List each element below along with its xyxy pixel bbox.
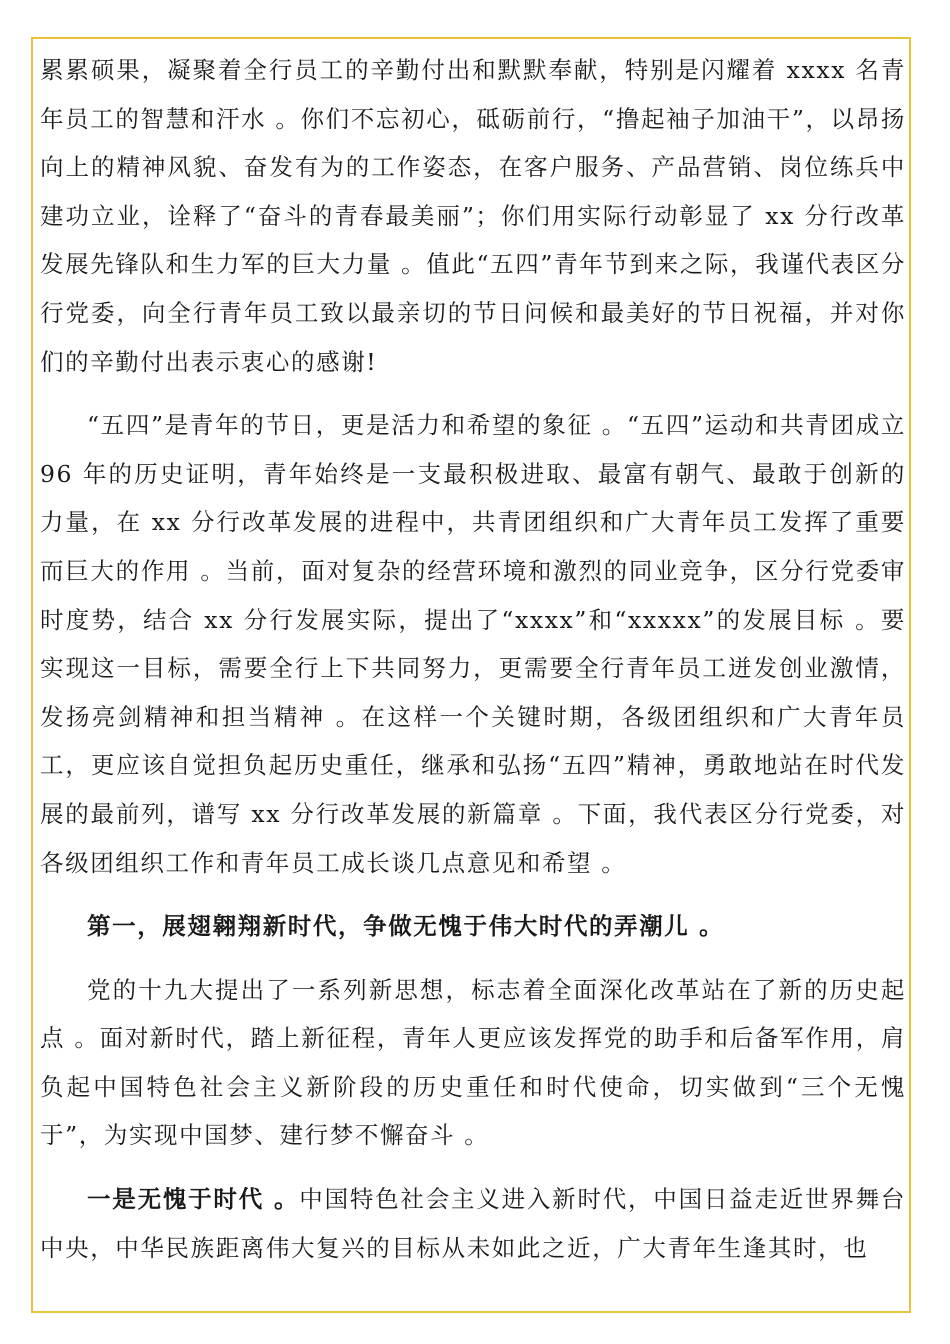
paragraph-youth-day xyxy=(40,401,906,887)
point-lead: 一是无愧于时代 。 xyxy=(87,1185,300,1214)
paragraph-text: “五四”是青年的节日，更是活力和希望的象征 。“五四”运动和共青团成立 96 年的历史证明，青年始终是一支最积极进取、最富有朝气、最敢于创新的力量，在 xx 分行改革发展的进程中，共青团组织和广大青年员工发挥了重要而巨大的作用 。当前，面对复杂的经营环境和激烈的同业竞争，区分行党委审时度势，结合 xx 分行发展实际，提出了“xxxx”和“xxxxx”的发展目标 。要实现这一目标，需要全行上下共同努力，更需要全行青年员工迸发创业激情，发扬亮剑精神和担当精神 。在这样一个关键时期，各级团组织和广大青年员工，更应该自觉担负起历史重任，继承和弘扬“五四”精神，勇敢地站在时代发展的最前列，谱写 xx 分行改革发展的新篇章 。下面，我代表区分行党委，对各级团组织工作和青年员工成长谈几点意见和希望 。 xyxy=(40,411,906,877)
paragraph-point-one xyxy=(40,1175,906,1272)
heading-text: 第一，展翅翱翔新时代，争做无愧于伟大时代的弄潮儿 。 xyxy=(87,912,725,941)
paragraph-text: 中国特色社会主义进入新时代，中国日益走近世界舞台中央，中华民族距离伟大复兴的目标从未如此之近，广大青年生逢其时，也 xyxy=(40,1185,906,1262)
paragraph-text: 累累硕果，凝聚着全行员工的辛勤付出和默默奉献，特别是闪耀着 xxxx 名青年员工的智慧和汗水 。你们不忘初心，砥砺前行，“撸起袖子加油干”，以昂扬向上的精神风貌、奋发有为的工作姿态，在客户服务、产品营销、岗位练兵中建功立业，诠释了“奋斗的青春最美丽”；你们用实际行动彰显了 xx 分行改革发展先锋队和生力军的巨大力量 。值此“五四”青年节到来之际，我谨代表区分行党委，向全行青年员工致以最亲切的节日问候和最美好的节日祝福，并对你们的辛勤付出表示衷心的感谢! xyxy=(40,56,906,376)
paragraph-continuation xyxy=(40,46,906,386)
paragraph-text: 党的十九大提出了一系列新思想，标志着全面深化改革站在了新的历史起点 。面对新时代，踏上新征程，青年人更应该发挥党的助手和后备军作用，肩负起中国特色社会主义新阶段的历史重任和时代使命，切实做到“三个无愧于”，为实现中国梦、建行梦不懈奋斗 。 xyxy=(40,975,906,1150)
section-heading-first xyxy=(40,902,906,951)
paragraph-new-era xyxy=(40,966,906,1160)
document-body xyxy=(40,46,906,1287)
